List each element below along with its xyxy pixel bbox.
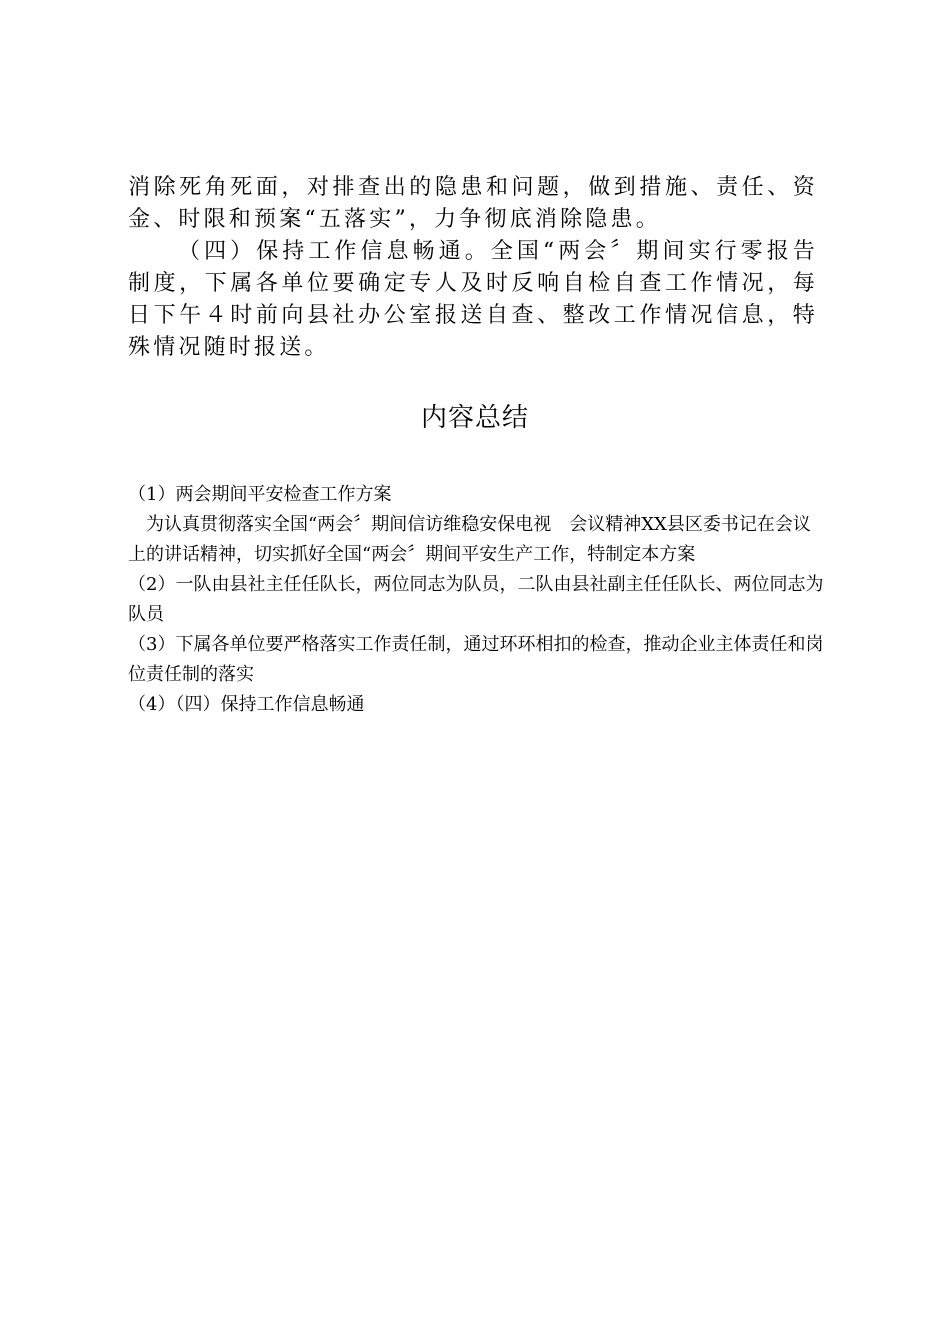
document-body xyxy=(128,172,818,364)
summary-title: 内容总结 xyxy=(420,403,529,433)
body-paragraph-section-4: （四）保持工作信息畅通。全国“两会〞期间实行零报告制度，下属各单位要确定专人及时反响自检自查工作情况，每日下午４时前向县社办公室报送自查、整改工作情况信息，特殊情况随时报送。 xyxy=(128,239,818,360)
summary-item: 为认真贯彻落实全国“两会〞期间信访维稳安保电视 会议精神XX县区委书记在会议上的讲话精神，切实抓好全国“两会〞期间平安生产工作，特制定本方案 xyxy=(128,514,811,565)
summary-item: （4）（四）保持工作信息畅通 xyxy=(128,694,365,715)
summary-list xyxy=(128,480,824,720)
summary-item: （2）一队由县社主任任队长，两位同志为队员，二队由县社副主任任队长、两位同志为队员 xyxy=(128,574,824,625)
summary-item: （3）下属各单位要严格落实工作责任制，通过环环相扣的检查，推动企业主体责任和岗位责任制的落实 xyxy=(128,634,824,685)
body-paragraph-continuation: 消除死角死面，对排查出的隐患和问题，做到措施、责任、资金、时限和预案“五落实”，力争彻底消除隐患。 xyxy=(128,175,818,232)
summary-item: （1）两会期间平安检查工作方案 xyxy=(128,484,392,505)
